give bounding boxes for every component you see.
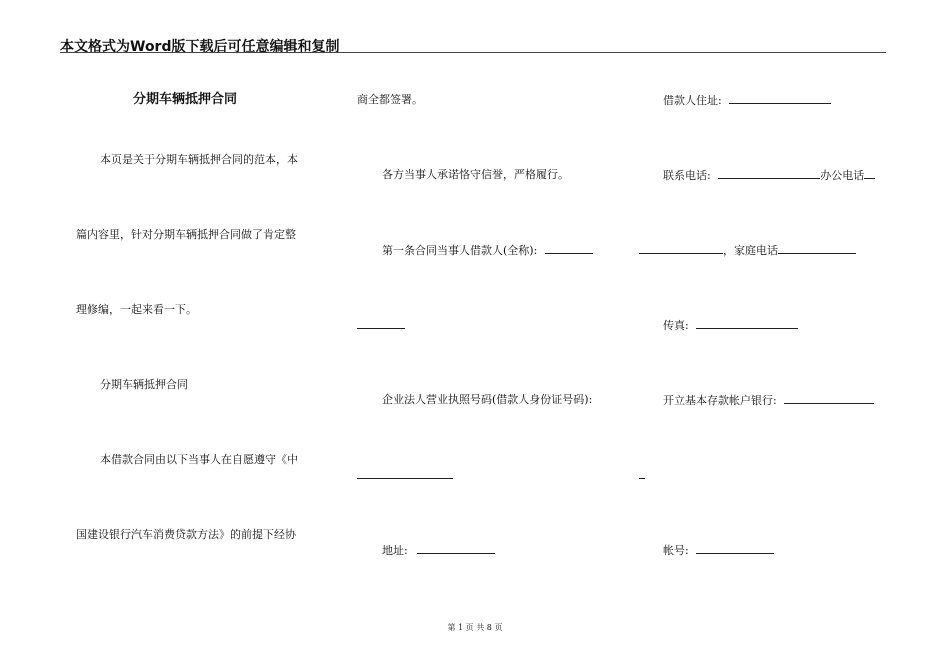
account-label: 帐号: <box>663 544 689 557</box>
body-line-1: 本借款合同由以下当事人在自愿遵守《中 <box>100 453 298 466</box>
phone-line <box>663 168 875 183</box>
borrower-name-label: 第一条合同当事人借款人(全称): <box>382 244 538 257</box>
borrower-name-blank <box>545 243 593 254</box>
bank-blank <box>784 393 874 404</box>
office-phone-label: 办公电话 <box>820 169 865 182</box>
header-rule <box>60 52 886 53</box>
residence-blank <box>729 93 831 104</box>
license-number-label: 企业法人营业执照号码(借款人身份证号码): <box>382 393 593 406</box>
fax-line <box>663 318 798 333</box>
address-blank <box>417 543 495 554</box>
home-phone-blank <box>778 243 856 254</box>
office-phone-blank <box>864 168 875 179</box>
phone-blank <box>718 168 820 179</box>
residence-line <box>663 93 831 108</box>
home-phone-line <box>639 243 856 258</box>
office-phone-blank-cont <box>639 243 723 254</box>
bank-blank-cont <box>639 468 645 483</box>
license-number-line <box>357 468 453 483</box>
blank-line <box>357 318 405 329</box>
account-line <box>663 543 774 558</box>
license-number-blank <box>357 468 453 479</box>
phone-label: 联系电话: <box>663 169 711 182</box>
bank-blank-tail <box>639 468 645 479</box>
contract-title: 分期车辆抵押合同 <box>133 92 238 107</box>
contract-subtitle: 分期车辆抵押合同 <box>100 378 188 391</box>
intro-line-1: 本页是关于分期车辆抵押合同的范本，本 <box>100 153 298 166</box>
residence-label: 借款人住址: <box>663 94 722 107</box>
bank-line <box>663 393 874 408</box>
home-phone-label: ，家庭电话 <box>723 244 778 257</box>
fax-blank <box>696 318 798 329</box>
intro-line-3: 理修编，一起来看一下。 <box>76 303 197 316</box>
account-blank <box>696 543 774 554</box>
address-line <box>382 543 495 558</box>
address-label: 地址: <box>382 544 408 557</box>
body-line-2: 国建设银行汽车消费贷款方法》的前提下经协 <box>76 528 296 541</box>
borrower-name-line <box>382 243 593 258</box>
body-line-3: 商全都签署。 <box>357 93 423 106</box>
bank-label: 开立基本存款帐户银行: <box>663 394 777 407</box>
intro-line-2: 篇内容里，针对分期车辆抵押合同做了肯定整 <box>76 228 296 241</box>
borrower-name-blank-cont <box>357 318 405 333</box>
commitment-line: 各方当事人承诺恪守信誉，严格履行。 <box>382 168 569 181</box>
fax-label: 传真: <box>663 319 689 332</box>
document-header: 本文格式为Word版下载后可任意编辑和复制 <box>60 39 340 55</box>
page-number: 第 1 页 共 8 页 <box>447 623 503 632</box>
